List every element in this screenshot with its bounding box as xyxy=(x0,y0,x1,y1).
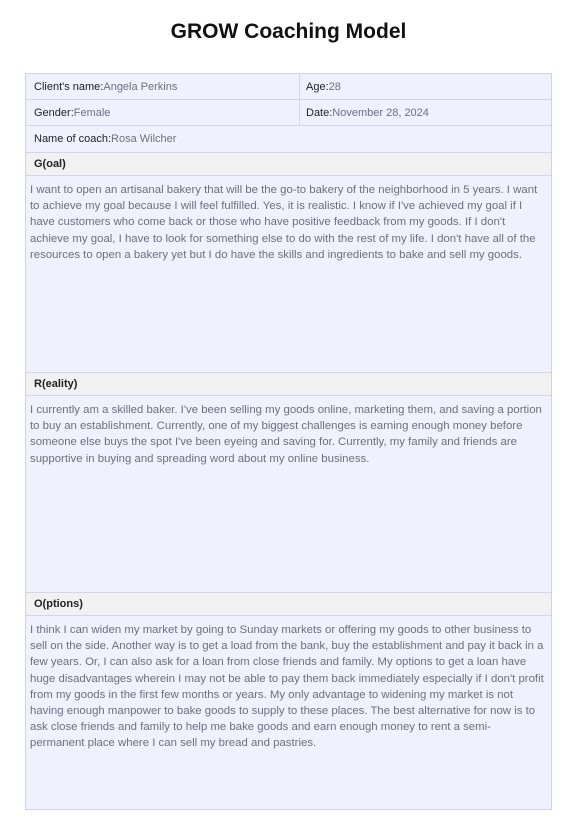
gender-cell[interactable] xyxy=(26,100,300,125)
client-name-value: Angela Perkins xyxy=(103,80,178,93)
date-label: Date: xyxy=(306,106,333,119)
reality-text[interactable]: I currently am a skilled baker. I've been selling my goods online, marketing them, and saving a portion to buy an establishment. Currently, one of my biggest challenges is earning enough money before someone else buys the spot I've been eyeing and saving for. Currently, my family and friends are supportive in buying and spreading word about my online business. xyxy=(30,404,542,465)
coach-name-cell[interactable] xyxy=(26,126,551,152)
gender-value: Female xyxy=(73,106,111,119)
page-title: GROW Coaching Model xyxy=(170,20,407,43)
info-row-3 xyxy=(26,126,551,152)
client-name-label: Client's name: xyxy=(34,80,104,93)
coach-name-label: Name of coach: xyxy=(34,133,112,145)
info-row-1 xyxy=(26,74,551,100)
date-cell[interactable] xyxy=(300,100,551,125)
info-row-2 xyxy=(26,100,551,126)
goal-heading: G(oal) xyxy=(26,152,551,176)
reality-heading: R(eality) xyxy=(26,372,551,396)
date-value: November 28, 2024 xyxy=(332,106,429,119)
gender-label: Gender: xyxy=(34,106,74,119)
age-value: 28 xyxy=(328,80,341,93)
goal-text[interactable]: I want to open an artisanal bakery that will be the go-to bakery of the neighborhood in 5 years. I want to achieve my goal because I will feel fulfilled. Yes, it is realistic. I know if I've achieved my goal if I have customers who come back or those who have positive feedback from my goods. If I don't achieve my goal, I have to look for something else to do with the rest of my life. I don't have all of the resources to open a bakery yet but I do have the skills and ingredients to bake and sell my goods. xyxy=(30,184,538,261)
age-cell[interactable] xyxy=(300,74,551,99)
coach-name-value: Rosa Wilcher xyxy=(111,133,177,145)
options-heading: O(ptions) xyxy=(26,592,551,616)
options-text[interactable]: I think I can widen my market by going to Sunday markets or offering my goods to other business to sell on the side. Another way is to get a load from the bank, buy the establishment and pay it back in a few years. Or, I can also ask for a loan from close friends and family. My options to get a loan have huge disadvantages wherein I may not be able to pay them back immediately especially if I don't profit from my goods in the first few months or years. My only advantage to widening my market is not having enough manpower to bake goods to supply to these places. The best alternative for now is to ask close friends and family to help me bake goods and earn enough money to rent a semi-permanent place where I can sell my bread and pastries. xyxy=(30,624,544,750)
coaching-form xyxy=(25,73,552,810)
age-label: Age: xyxy=(306,80,329,93)
client-name-cell[interactable] xyxy=(26,74,300,99)
